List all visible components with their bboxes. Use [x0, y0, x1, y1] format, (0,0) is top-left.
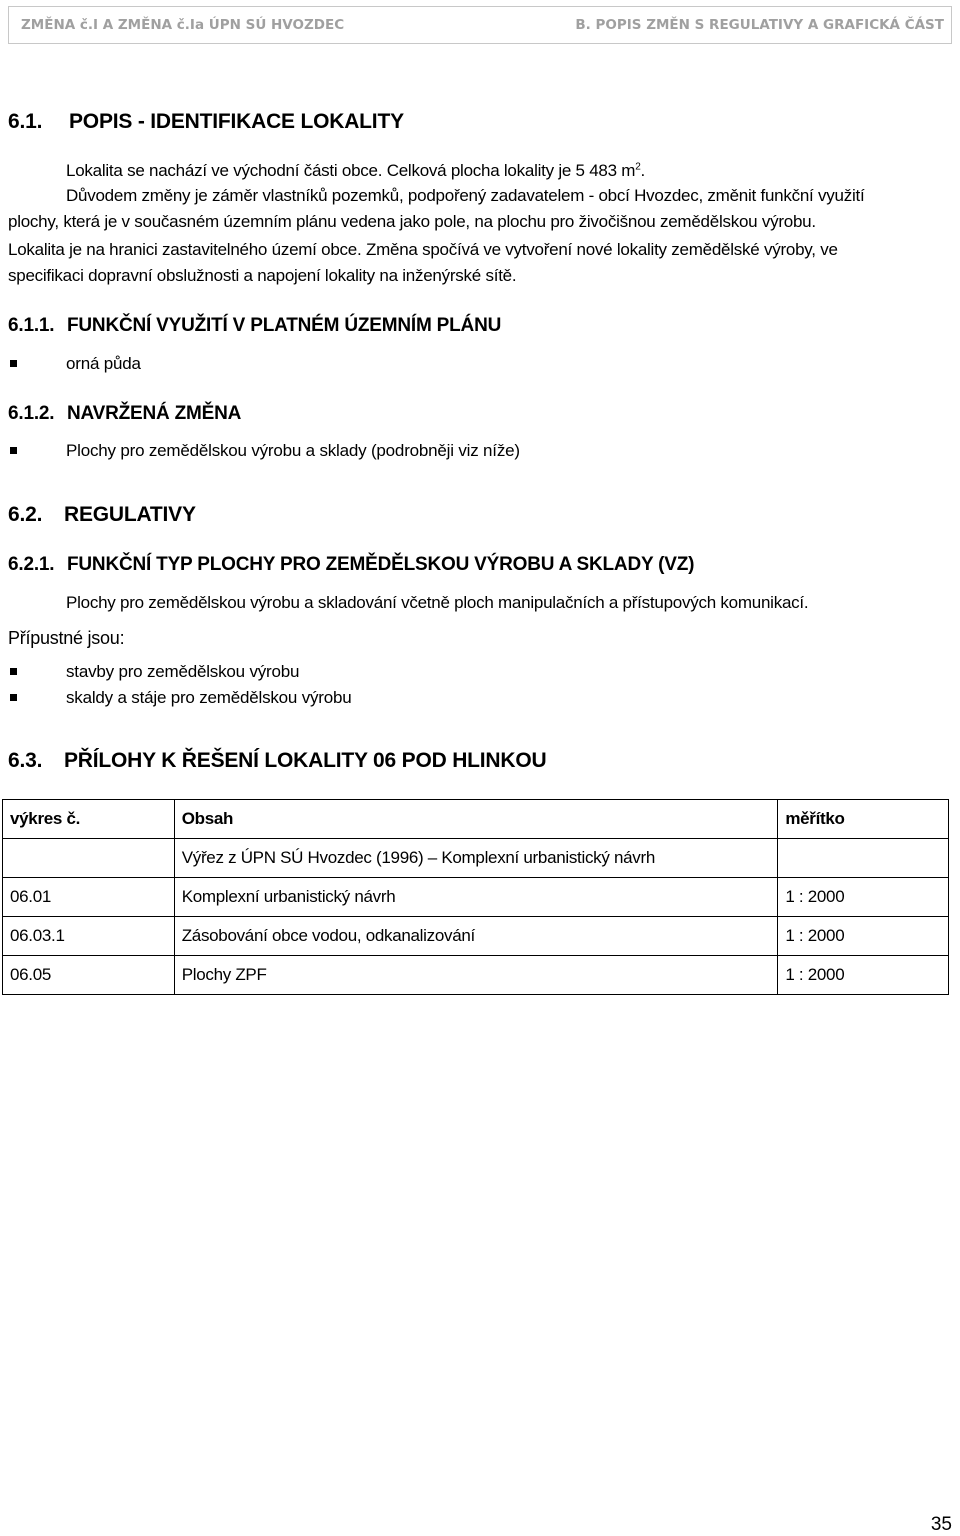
allowed-label: Přípustné jsou: — [8, 628, 125, 648]
section-number: 6.1. — [8, 110, 43, 133]
table-row — [3, 878, 949, 917]
section-title: FUNKČNÍ VYUŽITÍ V PLATNÉM ÚZEMNÍM PLÁNU — [67, 315, 502, 336]
section-number: 6.1.2. — [8, 403, 55, 424]
area-exponent: 2 — [635, 161, 641, 173]
cell-scale — [778, 839, 949, 878]
section-title: POPIS - IDENTIFIKACE LOKALITY — [69, 110, 404, 133]
section-title: PŘÍLOHY K ŘEŠENÍ LOKALITY 06 POD HLINKOU — [64, 749, 547, 772]
column-header-drawing-no: výkres č. — [3, 800, 175, 839]
paragraph-line: specifikaci dopravní obslužnosti a napojení lokality na inženýrské sítě. — [8, 266, 517, 285]
table-row — [3, 839, 949, 878]
column-header-scale: měřítko — [778, 800, 949, 839]
section-6-1-2-heading — [8, 403, 241, 425]
column-header-content: Obsah — [174, 800, 778, 839]
section-6-2-1-heading — [8, 554, 694, 576]
bullet-icon — [10, 694, 17, 701]
cell-content: Plochy ZPF — [174, 956, 778, 995]
section-number: 6.1.1. — [8, 315, 55, 336]
table-row — [3, 917, 949, 956]
page-header — [8, 6, 952, 44]
section-6-1-1-heading — [8, 315, 501, 337]
cell-scale: 1 : 2000 — [778, 917, 949, 956]
cell-drawing-no: 06.03.1 — [3, 917, 175, 956]
paragraph-line: Důvodem změny je záměr vlastníků pozemků, podpořený zadavatelem - obcí Hvozdec, změnit funkční využití — [66, 186, 865, 205]
section-6-2-heading — [8, 503, 196, 527]
cell-scale: 1 : 2000 — [778, 956, 949, 995]
cell-drawing-no: 06.01 — [3, 878, 175, 917]
paragraph-line: Lokalita se nachází ve východní části obce. Celková plocha lokality je 5 483 $m^2$. — [66, 161, 646, 180]
header-left-title: ZMĚNA č.I A ZMĚNA č.Ia ÚPN SÚ HVOZDEC — [21, 17, 345, 33]
table-row — [3, 956, 949, 995]
header-right-title: B. POPIS ZMĚN S REGULATIVY A GRAFICKÁ ČÁST — [575, 17, 944, 33]
cell-drawing-no — [3, 839, 175, 878]
cell-content: Výřez z ÚPN SÚ Hvozdec (1996) – Komplexní urbanistický návrh — [174, 839, 778, 878]
table-header-row — [3, 800, 949, 839]
section-number: 6.3. — [8, 749, 43, 772]
section-description: Plochy pro zemědělskou výrobu a skladování včetně ploch manipulačních a přístupových komunikací. — [66, 593, 809, 612]
cell-scale: 1 : 2000 — [778, 878, 949, 917]
bullet-icon — [10, 668, 17, 675]
cell-drawing-no: 06.05 — [3, 956, 175, 995]
page-number: 35 — [930, 1514, 952, 1535]
paragraph-line: Lokalita je na hranici zastavitelného území obce. Změna spočívá ve vytvoření nové lokality zemědělské výroby, ve — [8, 240, 838, 259]
cell-content: Zásobování obce vodou, odkanalizování — [174, 917, 778, 956]
bullet-icon — [10, 447, 17, 454]
section-number: 6.2.1. — [8, 554, 55, 575]
paragraph-line: plochy, která je v současném územním plánu vedena jako pole, na plochu pro živočišnou zemědělskou výrobu. — [8, 212, 816, 231]
section-6-1-heading — [8, 110, 404, 134]
cell-content: Komplexní urbanistický návrh — [174, 878, 778, 917]
attachments-table — [2, 799, 949, 995]
section-title: NAVRŽENÁ ZMĚNA — [67, 403, 242, 424]
bullet-icon — [10, 360, 17, 367]
section-title: FUNKČNÍ TYP PLOCHY PRO ZEMĚDĚLSKOU VÝROBU A SKLADY (VZ) — [67, 554, 695, 575]
section-number: 6.2. — [8, 503, 43, 526]
section-6-3-heading — [8, 749, 546, 773]
section-title: REGULATIVY — [64, 503, 196, 526]
